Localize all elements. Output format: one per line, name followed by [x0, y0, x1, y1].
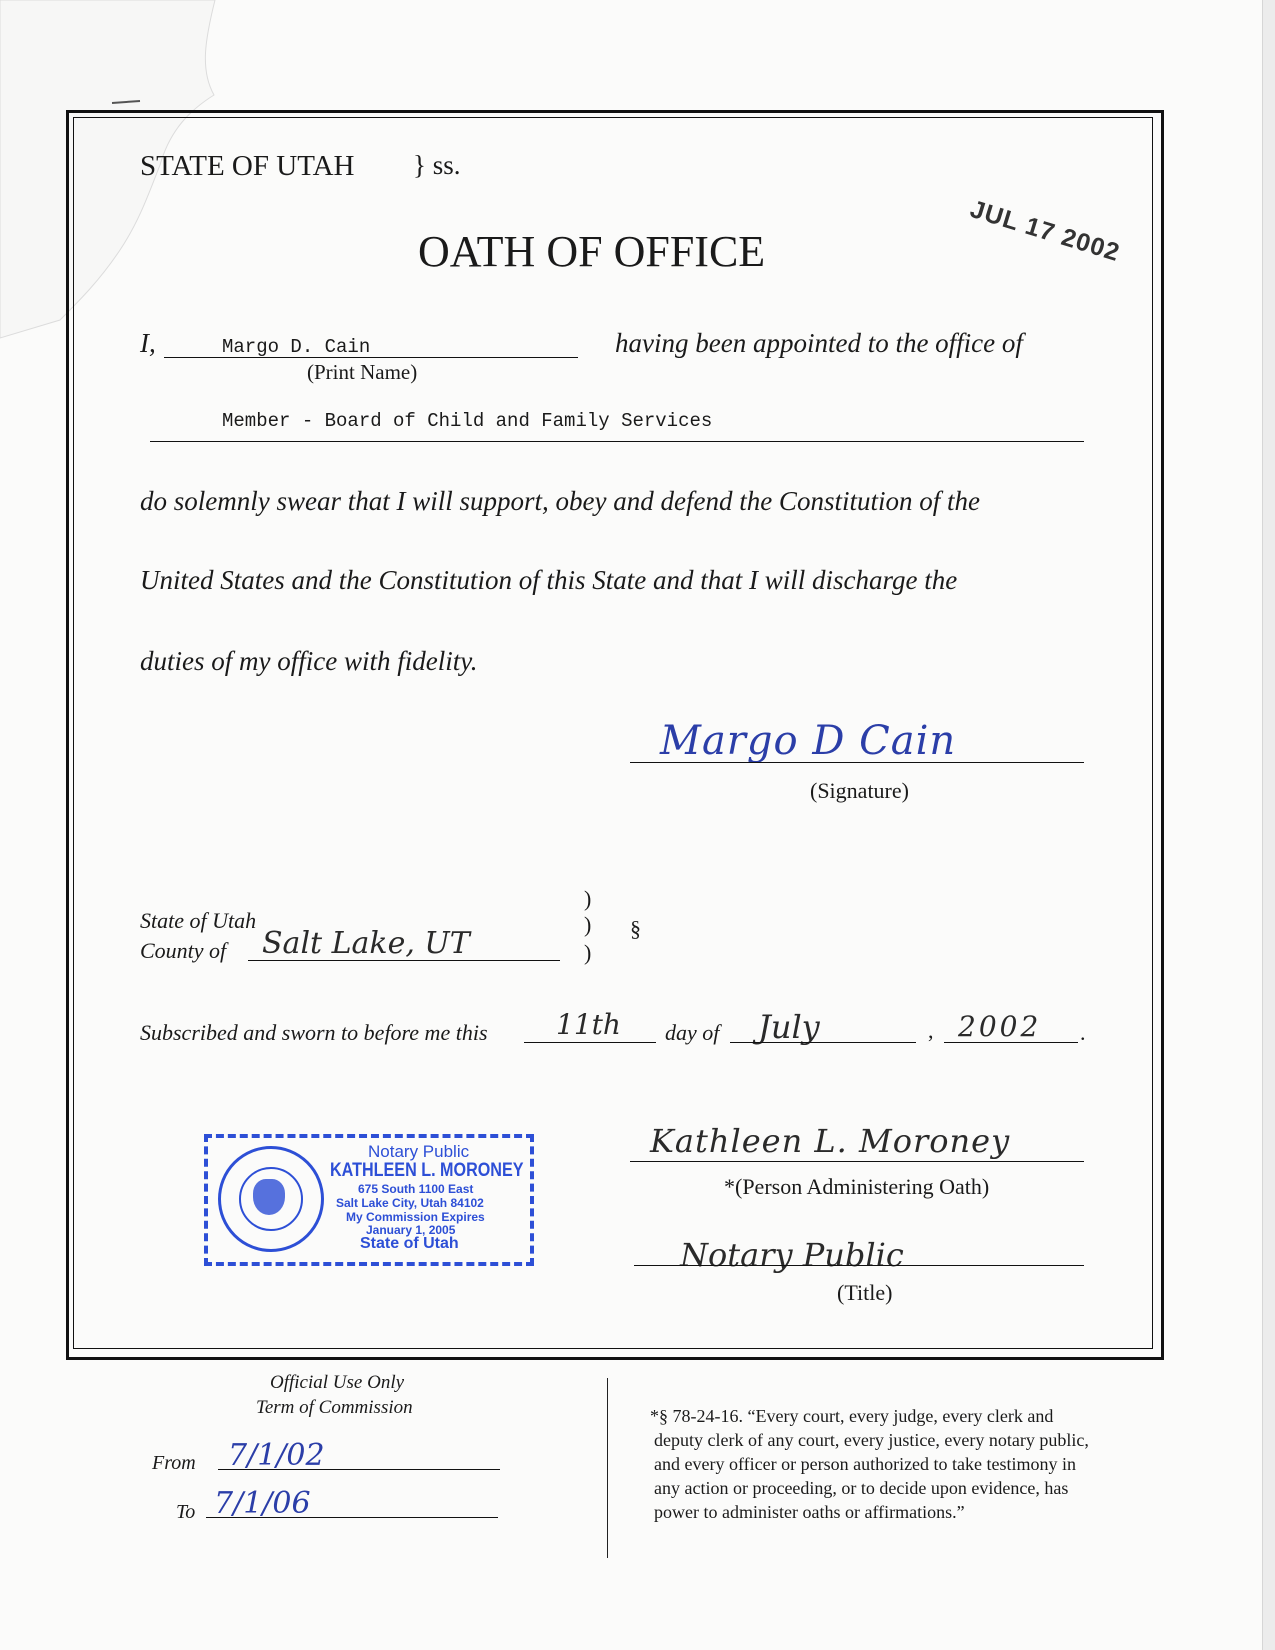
sworn-year-line: [944, 1042, 1078, 1043]
signature-caption: (Signature): [810, 778, 909, 803]
notary-stamp-line3: 675 South 1100 East: [358, 1182, 474, 1196]
notary-stamp-line7: State of Utah: [360, 1235, 459, 1252]
oath-line-2: United States and the Constitution of this State and that I will discharge the: [140, 565, 958, 595]
title-line: [634, 1265, 1084, 1266]
notary-stamp-line6: January 1, 2005: [366, 1223, 456, 1237]
page-title: OATH OF OFFICE: [418, 227, 766, 276]
signature-line: [630, 762, 1084, 763]
footnote-line-1: *§ 78-24-16. “Every court, every judge, every clerk and: [650, 1406, 1054, 1426]
notary-stamp-name: KATHLEEN L. MORONEY: [330, 1160, 524, 1181]
state-seal-icon: [218, 1146, 324, 1252]
print-name-value: Margo D. Cain: [222, 336, 371, 358]
from-line: [218, 1469, 500, 1470]
to-label: To: [176, 1501, 196, 1523]
footnote-line-3: and every officer or person authorized to take testimony in: [654, 1454, 1077, 1474]
administrator-signature: Kathleen L. Moroney: [650, 1122, 1011, 1160]
print-name-line: [164, 357, 578, 358]
page-edge: [1262, 0, 1275, 1650]
county-value: Salt Lake, UT: [262, 926, 470, 961]
sworn-month-value: July: [758, 1008, 820, 1046]
official-use-heading: Official Use Only: [270, 1372, 405, 1393]
sworn-day-value: 11th: [556, 1008, 621, 1041]
notary-stamp-line4: Salt Lake City, Utah 84102: [336, 1196, 484, 1210]
notary-stamp: [204, 1134, 534, 1266]
to-value: 7/1/06: [214, 1486, 311, 1521]
sworn-period: .: [1080, 1020, 1086, 1045]
sworn-month-line: [730, 1042, 916, 1043]
section-sign: §: [630, 916, 641, 941]
state-heading: STATE OF UTAH: [140, 150, 355, 182]
sworn-day-of: day of: [665, 1020, 720, 1045]
from-label: From: [152, 1452, 196, 1474]
oath-signature: Margo D Cain: [660, 718, 957, 764]
print-name-caption: (Print Name): [307, 360, 418, 384]
paren-3: ): [584, 940, 592, 965]
footnote-line-4: any action or proceeding, or to decide upon evidence, has: [654, 1478, 1069, 1498]
county-line: [248, 960, 560, 961]
received-date-stamp: JUL 17 2002: [966, 195, 1124, 268]
administrator-caption: *(Person Administering Oath): [724, 1174, 990, 1199]
to-line: [206, 1517, 498, 1518]
sworn-year-value: 2002: [958, 1010, 1042, 1043]
footnote-line-2: deputy clerk of any court, every justice, every notary public,: [654, 1430, 1089, 1450]
from-value: 7/1/02: [228, 1438, 325, 1473]
term-heading: Term of Commission: [256, 1397, 413, 1418]
appointed-text: having been appointed to the office of: [615, 328, 1023, 358]
sworn-comma: ,: [928, 1018, 934, 1043]
footnote-line-5: power to administer oaths or affirmations.”: [654, 1502, 965, 1522]
venue-county-label: County of: [140, 938, 227, 963]
sworn-day-line: [524, 1042, 656, 1043]
ss-brace: } ss.: [413, 150, 461, 180]
oath-line-1: do solemnly swear that I will support, obey and defend the Constitution of the: [140, 486, 980, 516]
office-value: Member - Board of Child and Family Services: [222, 410, 713, 432]
paren-1: ): [584, 886, 592, 911]
title-caption: (Title): [837, 1280, 893, 1305]
notary-stamp-line1: Notary Public: [368, 1142, 470, 1161]
sworn-prefix: Subscribed and sworn to before me this: [140, 1020, 488, 1045]
venue-state: State of Utah: [140, 908, 257, 933]
footer-divider: [607, 1378, 608, 1558]
paren-2: ): [584, 912, 592, 937]
title-value: Notary Public: [680, 1236, 904, 1274]
administrator-line: [630, 1161, 1084, 1162]
oath-line-3: duties of my office with fidelity.: [140, 646, 478, 676]
notary-stamp-line5: My Commission Expires: [346, 1210, 485, 1224]
pronoun-i: I,: [140, 328, 156, 358]
office-line: [150, 441, 1084, 442]
